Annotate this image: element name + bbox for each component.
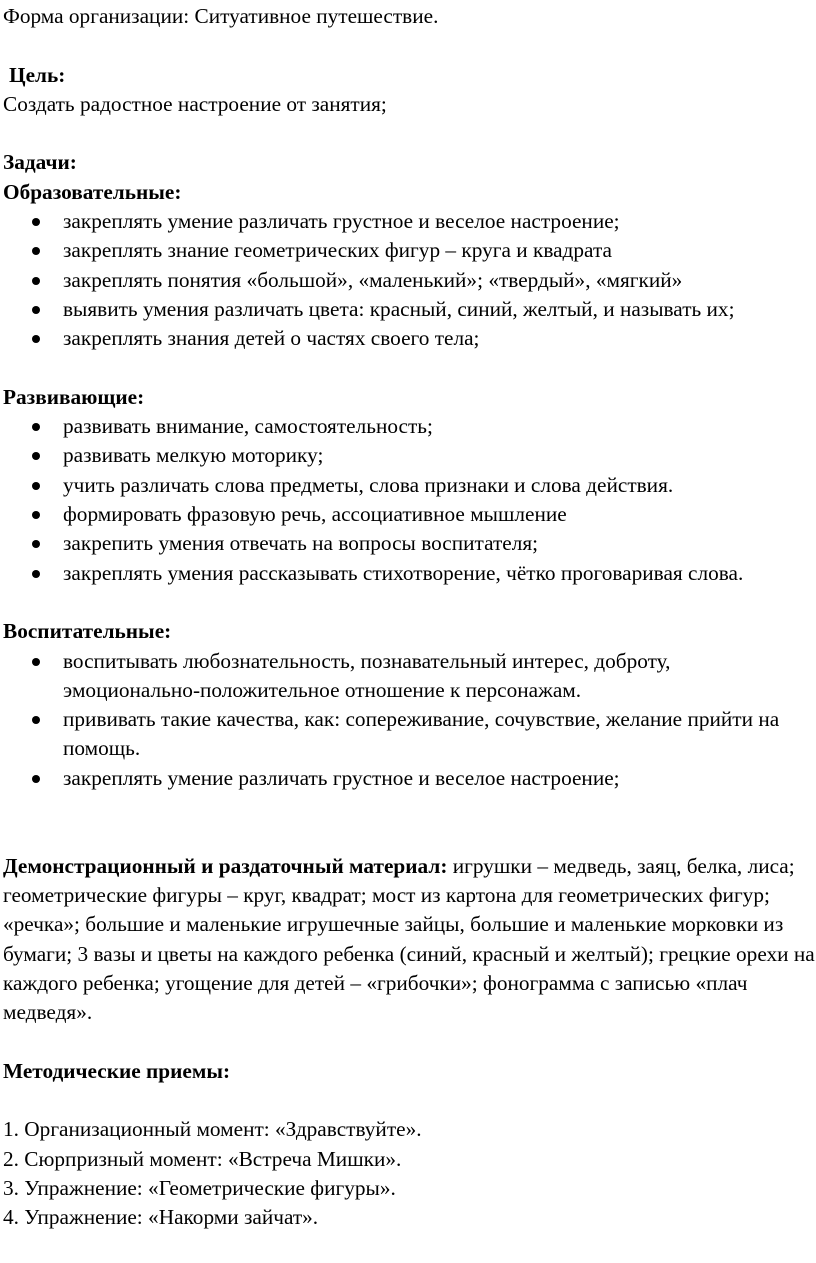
list-item: воспитывать любознательность, познавательный интерес, доброту, эмоционально-положительное отношение к персонажам. — [3, 647, 816, 706]
bullet-icon — [32, 423, 40, 431]
bullet-icon — [32, 218, 40, 226]
bullet-icon — [32, 306, 40, 314]
list-item: закреплять умение различать грустное и веселое настроение; — [3, 764, 816, 793]
list-item: закрепить умения отвечать на вопросы воспитателя; — [3, 529, 816, 558]
list-item: развивать мелкую моторику; — [3, 441, 816, 470]
method-item: 2. Сюрпризный момент: «Встреча Мишки». — [3, 1146, 402, 1171]
upbringing-list — [3, 647, 816, 793]
bullet-icon — [32, 482, 40, 490]
list-item: учить различать слова предметы, слова признаки и слова действия. — [3, 471, 816, 500]
educational-list — [3, 207, 816, 353]
bullet-icon — [32, 540, 40, 548]
form-line: Форма организации: Ситуативное путешествие. — [3, 4, 439, 28]
list-item: формировать фразовую речь, ассоциативное мышление — [3, 500, 816, 529]
materials-text: игрушки – медведь, заяц, белка, лиса; геометрические фигуры – круг, квадрат; мост из картона для геометрических фигур; «речка»; большие и маленькие игрушечные зайцы, большие и маленькие морковки из бумаги; 3 вазы и цветы на каждого ребенка (синий, красный и желтый); грецкие орехи на каждого ребенка; угощение для детей – «грибочки»; фонограмма с записью «плач медведя». — [3, 853, 815, 1025]
goal-text: Создать радостное настроение от занятия; — [3, 91, 387, 116]
upbringing-heading: Воспитательные: — [3, 619, 172, 644]
list-item: закреплять знания детей о частях своего тела; — [3, 324, 816, 353]
educational-heading: Образовательные: — [3, 179, 182, 204]
methods-heading: Методические приемы: — [3, 1058, 231, 1083]
bullet-icon — [32, 658, 40, 666]
tasks-heading: Задачи: — [3, 150, 77, 175]
list-item: развивать внимание, самостоятельность; — [3, 412, 816, 441]
bullet-icon — [32, 452, 40, 460]
list-item: закреплять умения рассказывать стихотворение, чётко проговаривая слова. — [3, 559, 816, 588]
bullet-icon — [32, 775, 40, 783]
bullet-icon — [32, 570, 40, 578]
developing-list — [3, 412, 816, 588]
bullet-icon — [32, 511, 40, 519]
method-item: 1. Организационный момент: «Здравствуйте». — [3, 1117, 422, 1142]
materials-label: Демонстрационный и раздаточный материал: — [3, 853, 448, 878]
bullet-icon — [32, 335, 40, 343]
materials-paragraph — [3, 852, 816, 1028]
bullet-icon — [32, 247, 40, 255]
goal-heading: Цель: — [9, 62, 66, 87]
list-item: выявить умения различать цвета: красный, синий, желтый, и называть их; — [3, 295, 816, 324]
list-item: закреплять понятия «большой», «маленький»; «твердый», «мягкий» — [3, 266, 816, 295]
list-item: прививать такие качества, как: сопереживание, сочувствие, желание прийти на помощь. — [3, 705, 816, 764]
list-item: закреплять умение различать грустное и веселое настроение; — [3, 207, 816, 236]
method-item: 3. Упражнение: «Геометрические фигуры». — [3, 1175, 396, 1200]
bullet-icon — [32, 716, 40, 724]
method-item: 4. Упражнение: «Накорми зайчат». — [3, 1205, 319, 1230]
bullet-icon — [32, 277, 40, 285]
list-item: закреплять знание геометрических фигур – круга и квадрата — [3, 236, 816, 265]
developing-heading: Развивающие: — [3, 384, 145, 409]
